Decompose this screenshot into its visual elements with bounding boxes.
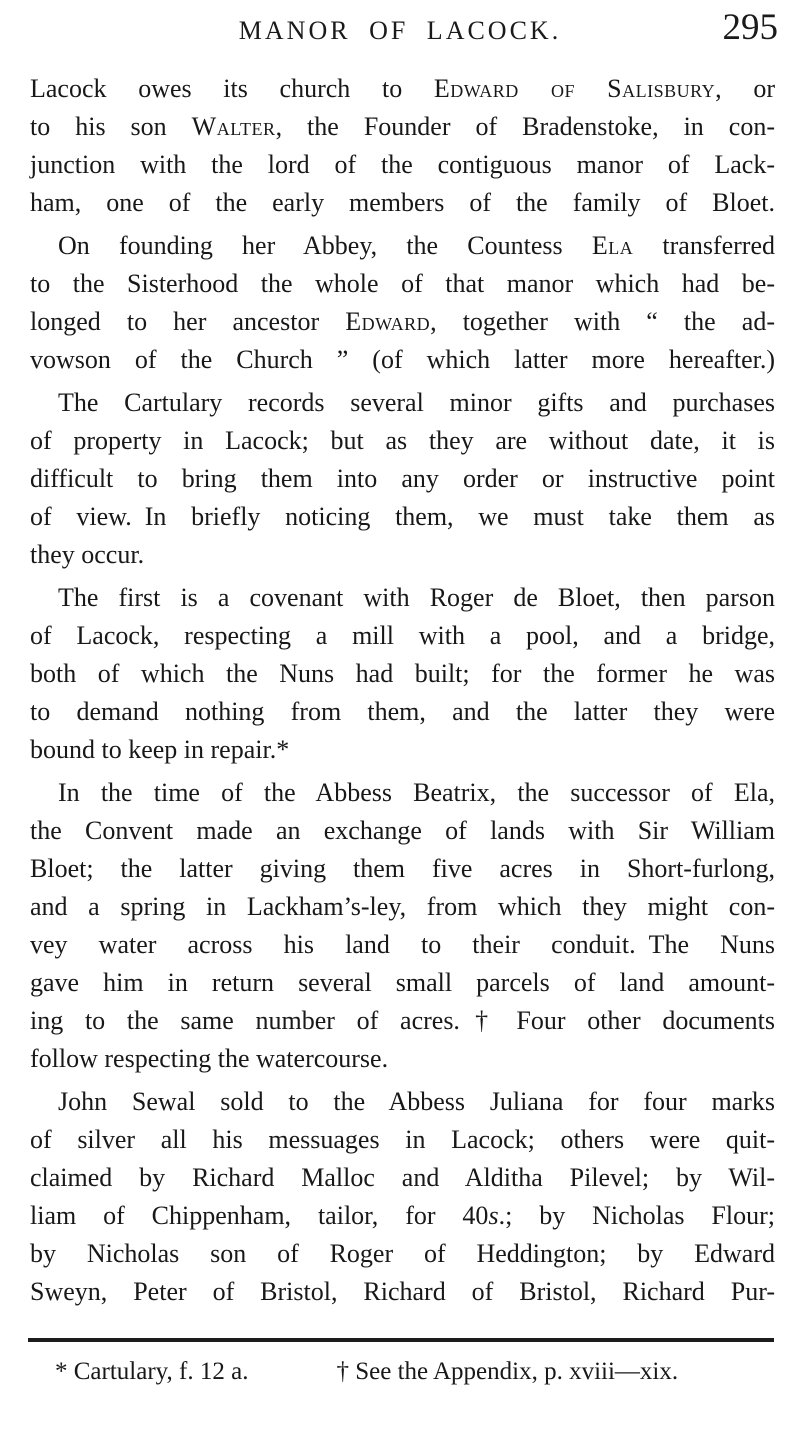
text-segment: , together with “ the ad- (430, 307, 775, 336)
text-segment: both of which the Nuns had built; for the former he was (30, 659, 775, 688)
text-segment: liam of Chippenham, tailor, for 40 (30, 1201, 489, 1230)
text-segment: ing to the same number of acres.† Four other documents (30, 1006, 775, 1035)
text-segment: follow respecting the watercourse. (30, 1044, 389, 1073)
text-segment: ham, one of the early members of the family of Bloet. (30, 188, 775, 217)
text-line (30, 1273, 775, 1311)
small-caps-name: Edward of Salisbury (433, 74, 716, 103)
text-segment: In the time of the Abbess Beatrix, the successor of Ela, (58, 778, 775, 807)
text-line (30, 384, 775, 422)
text-segment: John Sewal sold to the Abbess Juliana for four marks (58, 1087, 775, 1116)
text-line (30, 498, 775, 536)
text-segment: the Convent made an exchange of lands with Sir William (30, 816, 775, 845)
italic-text: s (488, 1201, 499, 1230)
text-segment: to demand nothing from them, and the latter they were (30, 697, 775, 726)
text-line (30, 964, 775, 1002)
text-line (30, 1235, 775, 1273)
text-line (30, 303, 775, 341)
footnote-cartulary: * Cartulary, f. 12 a. (55, 1358, 249, 1385)
text-segment: vowson of the Church ” (of which latter more hereafter.) (30, 345, 775, 374)
text-segment: of view. In briefly noticing them, we must take them as (30, 502, 775, 531)
text-line (30, 1197, 775, 1235)
text-segment: gave him in return several small parcels of land amount- (30, 968, 775, 997)
text-line (30, 70, 775, 108)
text-segment: , or (715, 74, 775, 103)
text-segment: Sweyn, Peter of Bristol, Richard of Bristol, Richard Pur- (30, 1277, 775, 1306)
text-line (30, 1159, 775, 1197)
paragraph (30, 774, 775, 1078)
text-line (30, 1121, 775, 1159)
text-segment: of Lacock, respecting a mill with a pool, and a bridge, (30, 621, 775, 650)
text-segment: junction with the lord of the contiguous manor of Lack- (30, 150, 775, 179)
text-line (30, 184, 775, 222)
running-title: MANOR OF LACOCK. (238, 16, 562, 45)
text-line (30, 536, 775, 574)
text-line (30, 812, 775, 850)
text-segment: to his son (30, 112, 192, 141)
paragraph (30, 227, 775, 379)
text-line (30, 926, 775, 964)
text-segment: of property in Lacock; but as they are without date, it is (30, 426, 775, 455)
text-segment: bound to keep in repair.* (30, 735, 290, 764)
footnote (30, 1358, 775, 1386)
text-line (30, 888, 775, 926)
text-segment: by Nicholas son of Roger of Heddington; by Edward (30, 1239, 775, 1268)
text-line (30, 850, 775, 888)
text-segment: claimed by Richard Malloc and Alditha Pilevel; by Wil- (30, 1163, 775, 1192)
text-line (30, 227, 775, 265)
text-segment: vey water across his land to their conduit. The Nuns (30, 930, 775, 959)
text-line (30, 617, 775, 655)
text-line (30, 579, 775, 617)
text-segment: transferred (633, 231, 775, 260)
text-segment: longed to her ancestor (30, 307, 346, 336)
page-number: 295 (722, 7, 778, 48)
text-line (30, 655, 775, 693)
paragraph (30, 70, 775, 222)
text-line (30, 265, 775, 303)
text-segment: The Cartulary records several minor gifts and purchases (58, 388, 775, 417)
body-text (30, 70, 775, 1311)
text-segment: and a spring in Lackham’s-ley, from which they might con- (30, 892, 775, 921)
text-line (30, 1002, 775, 1040)
text-line (30, 1083, 775, 1121)
small-caps-name: Walter (191, 112, 276, 141)
text-line (30, 146, 775, 184)
paragraph (30, 1083, 775, 1311)
text-segment: of silver all his messuages in Lacock; others were quit- (30, 1125, 775, 1154)
text-segment: Lacock owes its church to (30, 74, 434, 103)
text-segment: Bloet; the latter giving them five acres in Short-furlong, (30, 854, 775, 883)
text-segment: difficult to bring them into any order or instructive point (30, 464, 775, 493)
paragraph (30, 579, 775, 769)
small-caps-name: Ela (591, 231, 634, 260)
footnote-appendix: † See the Appendix, p. xviii—xix. (336, 1358, 679, 1385)
text-segment: On founding her Abbey, the Countess (58, 231, 592, 260)
text-segment: .; by Nicholas Flour; (498, 1201, 775, 1230)
footnote-rule (28, 1338, 774, 1342)
text-line (30, 731, 775, 769)
paragraph (30, 384, 775, 574)
text-line (30, 1040, 775, 1078)
text-line (30, 341, 775, 379)
text-segment: they occur. (30, 540, 145, 569)
text-line (30, 422, 775, 460)
text-line (30, 693, 775, 731)
text-segment: , the Founder of Bradenstoke, in con- (275, 112, 775, 141)
text-line (30, 774, 775, 812)
text-segment: to the Sisterhood the whole of that manor which had be- (30, 269, 775, 298)
text-line (30, 108, 775, 146)
text-segment: The first is a covenant with Roger de Bloet, then parson (58, 583, 775, 612)
small-caps-name: Edward (345, 307, 431, 336)
text-line (30, 460, 775, 498)
